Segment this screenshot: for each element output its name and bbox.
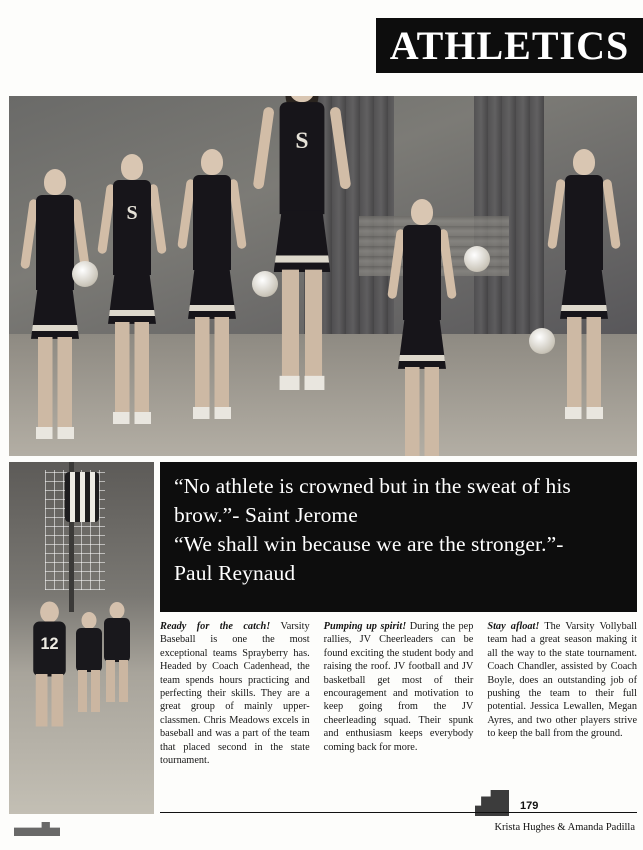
column-jv-cheerleaders: [324, 620, 474, 810]
legs: [38, 337, 72, 432]
legs: [36, 674, 64, 727]
column-volleyball: [487, 620, 637, 810]
pompom: [252, 271, 278, 297]
head: [573, 149, 595, 175]
quote-line-1: “No athlete is crowned but in the sweat of his: [174, 474, 571, 498]
uniform-skirt: [108, 272, 156, 324]
cheerleader-figure: [394, 199, 450, 449]
uniform-top: [565, 175, 603, 270]
volleyball-player-front: [17, 602, 82, 765]
column-body: During the pep rallies, JV Cheerleaders can be found exciting the student body and raising the roof. JV football and JV basketball get most of their encouragement and motivation to keep going from the JV cheerleading squad. Their spunk and enthusiasm keeps everybody coming back for more.: [323, 621, 474, 753]
page-number: 179: [520, 800, 539, 812]
head: [411, 199, 433, 225]
shoes: [280, 376, 325, 390]
head: [44, 169, 66, 195]
page-credits: Krista Hughes & Amanda Padilla: [494, 822, 635, 833]
corner-mark-icon: [14, 822, 60, 836]
quote-line-4: Paul Reynaud: [174, 561, 296, 585]
head: [40, 602, 59, 623]
quote-line-2: brow.”- Saint Jerome: [174, 503, 358, 527]
page-title: ATHLETICS: [389, 23, 630, 68]
head: [110, 602, 125, 619]
uniform-letter: S: [126, 201, 138, 224]
shoes: [565, 407, 603, 419]
gym-curtain: [474, 96, 544, 334]
uniform-letter: S: [295, 127, 309, 154]
uniform-top: [280, 102, 325, 214]
column-baseball: [160, 620, 310, 810]
uniform-skirt: [560, 267, 608, 319]
head: [82, 612, 97, 629]
legs: [282, 269, 322, 381]
cheerleader-figure: [554, 149, 614, 449]
jersey-number: 12: [40, 634, 59, 653]
uniform-skirt: [188, 267, 236, 319]
referee-figure: [65, 472, 99, 522]
column-lead-in: Pumping up spirit!: [323, 621, 407, 632]
pompom: [464, 246, 490, 272]
head: [201, 149, 223, 175]
column-lead-in: Ready for the catch!: [160, 621, 271, 632]
cheerleader-figure: [27, 169, 83, 449]
legs: [195, 317, 229, 412]
uniform-skirt: [31, 287, 79, 339]
uniform-top: [36, 195, 74, 290]
uniform-top: [193, 175, 231, 270]
column-body: Varsity Baseball is one the most exceptional teams Sprayberry has. Headed by Coach Cadenhead, the team spends hours practicing and perfecting their skills. They are a great group of mainly upper-classmen. Chris Meadows excels in baseball and was a part of the team that placed second in the state tournament.: [160, 621, 310, 767]
uniform-skirt: [274, 210, 331, 271]
shoes: [113, 412, 151, 424]
volleyball-photo: [9, 462, 154, 814]
uniform-top: [403, 225, 441, 320]
article-columns: [160, 620, 637, 810]
legs: [567, 317, 601, 412]
cheerleaders-photo: [9, 96, 637, 456]
legs: [106, 660, 128, 702]
pompom: [529, 328, 555, 354]
quote-block: [160, 462, 637, 612]
uniform-skirt: [398, 317, 446, 369]
column-lead-in: Stay afloat!: [487, 621, 540, 632]
legs: [115, 322, 149, 417]
head: [121, 154, 143, 180]
uniform-top: [113, 180, 151, 275]
cheerleader-figure: [104, 154, 160, 449]
quote-line-3: “We shall win because we are the stronger.”-: [174, 532, 564, 556]
pompom: [72, 261, 98, 287]
footer-divider: [160, 812, 637, 813]
cheerleader-figure: [184, 149, 240, 449]
column-body: The Varsity Vollyball team had a great season making it all the way to the state tournament. Coach Chandler, assisted by Coach Boyle, does an outstanding job of pushing the team to their full potential. Jessica Lewallen, Megan Ayres, and two other players strive to keep the ball from the ground.: [487, 621, 638, 740]
shoes: [36, 427, 74, 439]
legs: [405, 367, 439, 456]
cheerleader-figure-front: [261, 96, 344, 449]
shoes: [193, 407, 231, 419]
